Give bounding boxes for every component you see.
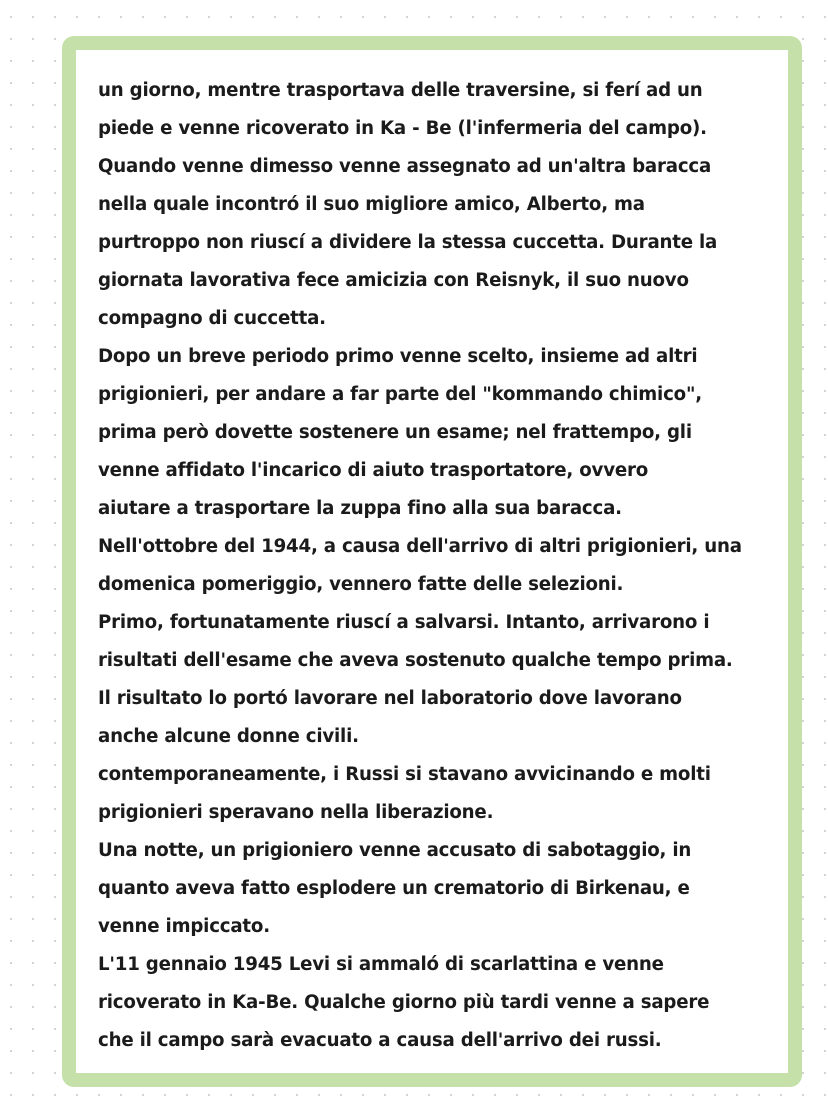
text-line: anche alcune donne civili. bbox=[98, 726, 359, 747]
text-line: Primo, fortunatamente riuscí a salvarsi. Intanto, arrivarono i bbox=[98, 612, 710, 633]
text-line: quanto aveva fatto esplodere un crematorio di Birkenau, e bbox=[98, 878, 690, 899]
text-line: Il risultato lo portó lavorare nel laboratorio dove lavorano bbox=[98, 688, 682, 709]
text-line: Nell'ottobre del 1944, a causa dell'arrivo di altri prigionieri, una bbox=[98, 536, 742, 557]
text-line: piede e venne ricoverato in Ka - Be (l'infermeria del campo). bbox=[98, 118, 707, 139]
text-line: giornata lavorativa fece amicizia con Reisnyk, il suo nuovo bbox=[98, 270, 689, 291]
text-line: venne impiccato. bbox=[98, 916, 270, 937]
text-line: Dopo un breve periodo primo venne scelto, insieme ad altri bbox=[98, 346, 698, 367]
text-line: ricoverato in Ka-Be. Qualche giorno più tardi venne a sapere bbox=[98, 992, 710, 1013]
text-line: un giorno, mentre trasportava delle traversine, si ferí ad un bbox=[98, 80, 703, 101]
text-line: venne affidato l'incarico di aiuto trasportatore, ovvero bbox=[98, 460, 649, 481]
text-line: che il campo sarà evacuato a causa dell'arrivo dei russi. bbox=[98, 1030, 662, 1051]
text-line: risultati dell'esame che aveva sostenuto qualche tempo prima. bbox=[98, 650, 733, 671]
text-line: contemporaneamente, i Russi si stavano avvicinando e molti bbox=[98, 764, 711, 785]
text-line: Quando venne dimesso venne assegnato ad un'altra baracca bbox=[98, 156, 712, 177]
text-line: prigionieri speravano nella liberazione. bbox=[98, 802, 494, 823]
text-line: nella quale incontró il suo migliore amico, Alberto, ma bbox=[98, 194, 645, 215]
text-line: compagno di cuccetta. bbox=[98, 308, 326, 329]
text-line: Una notte, un prigioniero venne accusato di sabotaggio, in bbox=[98, 840, 692, 861]
text-line: L'11 gennaio 1945 Levi si ammaló di scarlattina e venne bbox=[98, 954, 664, 975]
note-text bbox=[98, 72, 778, 1060]
text-line: prima però dovette sostenere un esame; nel frattempo, gli bbox=[98, 422, 692, 443]
note-card bbox=[62, 36, 802, 1087]
text-line: aiutare a trasportare la zuppa fino alla sua baracca. bbox=[98, 498, 622, 519]
text-line: prigionieri, per andare a far parte del "kommando chimico", bbox=[98, 384, 702, 405]
text-line: domenica pomeriggio, vennero fatte delle selezioni. bbox=[98, 574, 624, 595]
text-line: purtroppo non riuscí a dividere la stessa cuccetta. Durante la bbox=[98, 232, 718, 253]
